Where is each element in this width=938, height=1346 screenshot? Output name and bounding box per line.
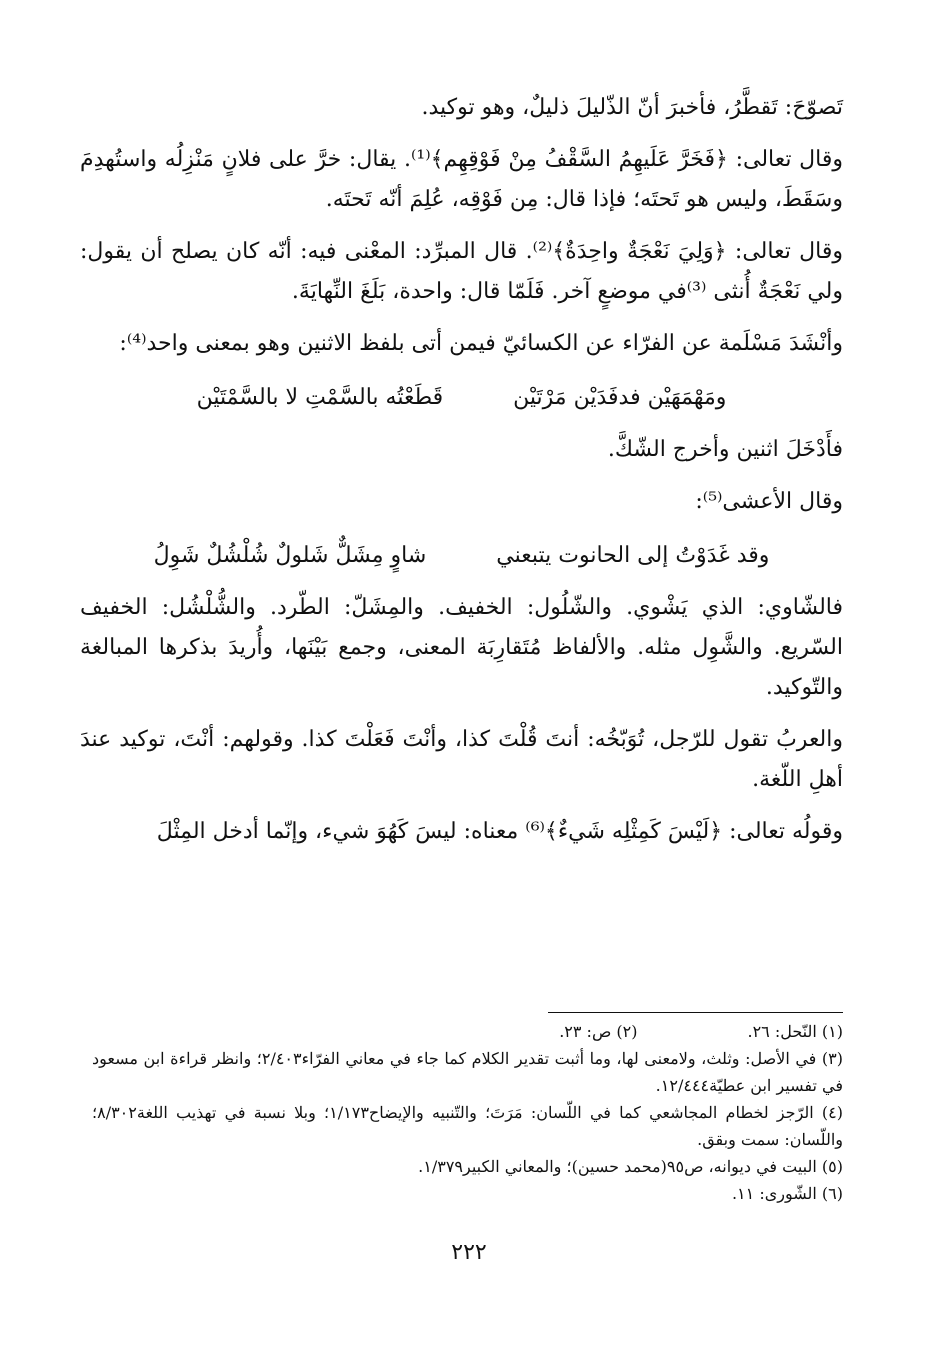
verse-1-second-hemistich: قَطَعْتُه بالسَّمْتِ لا بالسَّمْتَيْن <box>196 385 444 410</box>
verse-1-first-hemistich: ومَهْمَهَيْن فدفَدَيْن مَرْتَيْن <box>513 385 727 410</box>
footnotes <box>92 1018 843 1207</box>
paragraph-2: وقال تعالى: ﴿فَخَرَّ عَلَيهِمُ السَّقْفُ مِنْ فَوْقِهِم﴾⁽¹⁾. يقال: خرَّ على فلانٍ مَنْزِلُه واستُهدِمَ وسَقَطَ، وليس هو تَحتَه؛ فإذا قال: مِن فَوْقِه، عُلِمَ أنّه تَحتَه. <box>80 147 844 212</box>
footnote-5: (٥) البيت في ديوانه، ص٩٥(محمد حسين)؛ والمعاني الكبير١/٣٧٩. <box>418 1157 843 1176</box>
paragraph-3: وقال تعالى: ﴿وَلِيَ نَعْجَةٌ واحِدَةٌ﴾⁽²⁾. قال المبرِّد: المعْنى فيه: أنّه كان يصلح أن يقول: ولي نَعْجَةٌ أُنثى ⁽³⁾في موضعٍ آخر. فَلَمّا قال: واحدة، بَلَغَ النِّهايَةَ. <box>80 239 843 304</box>
footnote-4: (٤) الرّجز لخطام المجاشعي كما في اللّسان: مَرَتَ؛ والتّنبيه والإيضاح١/١٧٣؛ وبلا نسبة في تهذيب اللغة٨/٣٠٢؛ واللّسان: سمت وبقق. <box>92 1103 844 1149</box>
paragraph-1: تَصوّحَ: تَقطَّرُ، فأخبرَ أنّ الذّليلَ ذليلٌ، وهو توكيد. <box>421 95 843 120</box>
footnote-6: (٦) الشّورى: ١١. <box>731 1184 843 1203</box>
footnote-2: (٢) ص: ٢٣. <box>559 1022 638 1041</box>
paragraph-4: وأنْشَدَ مَسْلَمة عن الفرّاء عن الكسائيّ فيمن أتى بلفظ الاثنين وهو بمعنى واحد⁽⁴⁾: <box>119 331 843 356</box>
paragraph-5: فأَدْخَلَ اثنين وأخرج الشّكَّ. <box>607 437 843 462</box>
footnote-divider <box>548 1012 843 1013</box>
page-number: ٢٢٢ <box>451 1240 487 1265</box>
verse-1 <box>80 376 843 420</box>
footnote-1: (١) النّحل: ٢٦. <box>747 1022 843 1041</box>
paragraph-6: وقال الأعشى⁽⁵⁾: <box>695 489 843 514</box>
verse-2-second-hemistich: شاوٍ مِشَلٌّ شَلولٌ شُلْشُلٌ شَوِلُ <box>153 543 427 568</box>
verse-2 <box>80 534 843 578</box>
paragraph-8: والعربُ تقول للرّجل، تُوَبّخُه: أنتَ قُلْتَ كذا، وأنْتَ فَعَلْتَ كذا. وقولهم: أنْتَ، توكيد عندَ أهلِ اللّغة. <box>80 727 843 792</box>
paragraph-9: وقولُه تعالى: ﴿لَيْسَ كَمِثْلِه شَيءٌ﴾⁽⁶⁾ معناه: ليسَ كَهُوَ شيء، وإنّما أدخل المِثْلَ <box>156 819 843 844</box>
footnote-3: (٣) في الأصل: وثلث، ولامعنى لها، وما أثبت تقدير الكلام كما جاء في معاني الفرّاء٢/٤٠٣؛ وانظر قراءة ابن مسعود في تفسير ابن عطيّة١٢/٤٤٤. <box>92 1049 843 1095</box>
verse-2-first-hemistich: وقد غَدَوْتُ إلى الحانوت يتبعني <box>496 543 770 568</box>
footnote-row-1-2 <box>92 1018 843 1045</box>
paragraph-7: فالشّاوي: الذي يَشْوي. والشّلُول: الخفيف. والمِشَلّ: الطّرد. والشُّلْشُل: الخفيف السّريع. والشَّوِل مثله. والألفاظ مُتَقارِبَة المعنى، وجمع بَيْنَها، وأُريدَ بذكرها المبالغة والتّوكيد. <box>80 595 843 700</box>
main-text <box>80 88 843 864</box>
